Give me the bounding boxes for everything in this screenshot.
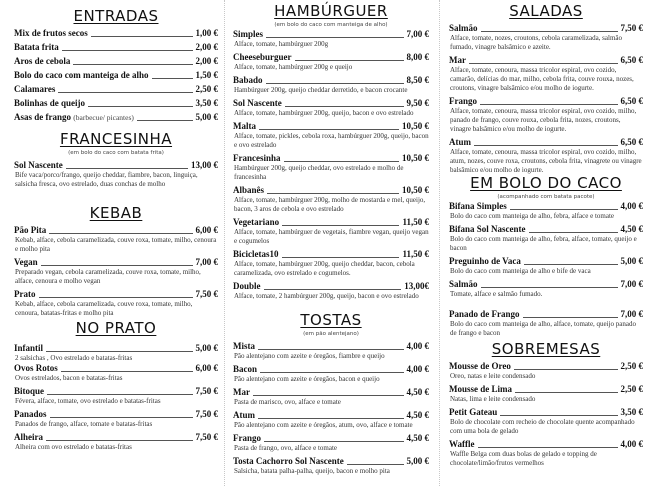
leader-line — [267, 193, 399, 194]
section-title: NO PRATO — [75, 319, 157, 337]
menu-column-right — [449, 0, 643, 486]
item-name: Atum — [449, 137, 471, 147]
item-name: Bifana Simples — [449, 201, 507, 211]
item-description: Févera, alface, tomate, ovo estrelado e batatas-fritas — [15, 397, 161, 405]
section-title: ENTRADAS — [73, 7, 159, 25]
item-name: Bicicletas10 — [233, 249, 279, 259]
item-name: Simples — [233, 29, 264, 39]
item-name: Salmão — [449, 279, 478, 289]
menu-item — [14, 289, 218, 318]
item-description: Alheira com ovo estrelado e batatas-fritas — [15, 443, 132, 451]
menu-item — [233, 249, 429, 278]
item-price: 8,00 € — [406, 52, 429, 62]
item-description: Natas, lima e leite condensado — [450, 395, 536, 403]
section-em-bolo-do-caco — [449, 175, 643, 338]
item-name: Panados — [14, 409, 47, 419]
menu-item — [449, 201, 643, 221]
leader-line — [500, 415, 617, 416]
leader-line — [282, 225, 399, 226]
section-title: SOBREMESAS — [491, 340, 601, 358]
item-price: 13,00€ — [404, 281, 429, 291]
item-description: Alface, tomate, cenoura, massa tricolor espiral, ovo cozido, milho, atum, nozes, couve roxa, croutons, cebola frita, vinagrete ou vinagre balsâmico e/ou molho de iogurte. — [450, 148, 642, 174]
leader-line — [515, 392, 618, 393]
item-price: 2,50 € — [620, 384, 643, 394]
item-description: Bolo do caco com manteiga de alho e bife de vaca — [450, 267, 591, 275]
item-name: Vegan — [14, 257, 38, 267]
section-subtitle: (em pão alentejano) — [303, 331, 359, 337]
item-price: 10,50 € — [402, 185, 429, 195]
item-description: Alface, tomate, cenoura, massa tricolor espiral, ovo cozido, milho, panado de frango, couve rouxa, cebola frita, nozes, croutons, vinagre balsâmico e/ou molho de iogurte. — [450, 107, 637, 133]
item-name: Mousse de Oreo — [449, 361, 511, 371]
item-name: Alheira — [14, 432, 43, 442]
menu-item — [14, 432, 218, 452]
item-description: Alface, tomate, 2 hambúrguer 200g, queijo, bacon e ovo estrelado — [234, 292, 419, 300]
item-price: 3,50 € — [195, 98, 218, 108]
leader-line — [47, 394, 192, 395]
leader-line — [266, 37, 403, 38]
item-description: Bife vaca/porco/frango, queijo cheddar, fiambre, bacon, linguiça, salsicha fresca, ovo estrelado, duas conchas de molho — [15, 171, 198, 188]
leader-line — [481, 31, 618, 32]
item-price: 4,50 € — [620, 224, 643, 234]
menu-item — [233, 281, 429, 301]
menu-item — [14, 343, 218, 363]
menu-item — [14, 160, 218, 189]
leader-line — [264, 441, 404, 442]
menu-item — [233, 153, 429, 182]
leader-line — [91, 36, 193, 37]
item-name: Bitoque — [14, 386, 45, 396]
leader-line — [62, 50, 193, 51]
leader-line — [258, 349, 404, 350]
section-title: KEBAB — [89, 204, 143, 222]
item-name: Frango — [449, 96, 477, 106]
menu-item — [449, 23, 643, 52]
item-name: Bacon — [233, 364, 258, 374]
leader-line — [480, 104, 618, 105]
item-description: Hambúrguer 200g, queijo cheddar derretido, e bacon crocante — [234, 86, 408, 94]
item-name: Mar — [233, 387, 250, 397]
item-price: 2,00 € — [195, 56, 218, 66]
menu-item — [233, 29, 429, 49]
menu-item — [233, 98, 429, 118]
item-price: 10,50 € — [402, 153, 429, 163]
leader-line — [49, 233, 192, 234]
item-name: Frango — [233, 433, 261, 443]
item-name: Vegetariano — [233, 217, 280, 227]
leader-line — [50, 417, 193, 418]
menu-item — [14, 56, 218, 67]
item-price: 6,50 € — [620, 137, 643, 147]
item-name-text: Asas de frango — [14, 112, 72, 122]
item-price: 11,50 € — [402, 217, 429, 227]
item-price: 7,50 € — [195, 432, 218, 442]
section-kebab — [14, 205, 218, 318]
item-description: Alface, tomate, hambúrguer 200g, queijo, bacon e ovo estrelado — [234, 109, 414, 117]
item-name: Salmão — [449, 23, 478, 33]
menu-item — [14, 84, 218, 95]
leader-line — [264, 289, 402, 290]
item-name: Calamares — [14, 84, 56, 94]
leader-line — [258, 418, 404, 419]
item-price: 2,50 € — [620, 361, 643, 371]
menu-item — [14, 98, 218, 109]
menu-item — [14, 225, 218, 254]
menu-item — [449, 361, 643, 381]
menu-item — [233, 217, 429, 246]
item-price: 1,00 € — [195, 28, 218, 38]
item-price: 4,00 € — [406, 364, 429, 374]
leader-line — [524, 264, 618, 265]
leader-line — [514, 369, 618, 370]
item-name: Infantil — [14, 343, 44, 353]
item-name: Albanês — [233, 185, 265, 195]
item-price: 4,00 € — [620, 201, 643, 211]
leader-line — [478, 447, 618, 448]
item-name: Mista — [233, 341, 255, 351]
item-name: Waffle — [449, 439, 475, 449]
item-description: Alface, tomate, hambúrguer 200g e queijo — [234, 63, 353, 71]
menu-item — [233, 387, 429, 407]
menu-column-left — [14, 0, 218, 486]
leader-line — [259, 129, 399, 130]
item-description: Preparado vegan, cebola caramelizada, couve roxa, tomate, milho, alface, cenoura e molho vegan — [15, 268, 201, 285]
item-name: Mousse de Lima — [449, 384, 512, 394]
leader-line — [61, 371, 193, 372]
item-price: 9,50 € — [406, 98, 429, 108]
section-title: HAMBÚRGUER — [274, 2, 388, 20]
menu-item — [449, 384, 643, 404]
item-description: Bolo do caco com manteiga de alho, febra, alface e tomate — [450, 212, 615, 220]
item-price: 5,00 € — [195, 112, 218, 122]
item-price: 5,00 € — [620, 256, 643, 266]
item-name: Sol Nascente — [233, 98, 282, 108]
item-price: 7,00 € — [620, 309, 643, 319]
leader-line — [295, 60, 404, 61]
menu-item — [233, 433, 429, 453]
item-price: 3,50 € — [620, 407, 643, 417]
leader-line — [58, 92, 192, 93]
item-name: Babado — [233, 75, 263, 85]
section-title: SALADAS — [509, 2, 583, 20]
menu-item — [449, 439, 643, 468]
leader-line — [260, 372, 403, 373]
item-name: Bolo do caco com manteiga de alho — [14, 70, 149, 80]
leader-line — [481, 287, 618, 288]
item-description: Pão alentejano com azeite e óregãos, bacon e queijo — [234, 375, 380, 383]
item-price: 6,50 € — [620, 96, 643, 106]
item-name: Ovos Rotos — [14, 363, 58, 373]
item-price: 13,00 € — [191, 160, 218, 170]
menu-item — [449, 256, 643, 276]
item-price: 1,50 € — [195, 70, 218, 80]
item-price: 6,50 € — [620, 55, 643, 65]
leader-line — [88, 106, 192, 107]
item-price: 4,50 € — [406, 410, 429, 420]
item-price: 7,50 € — [195, 409, 218, 419]
section-subtitle: (em bolo do caco com manteiga de alho) — [274, 22, 388, 28]
item-description: Alface, tomate, hambúrguer 200g, molho de mostarda e mel, queijo, bacon, 3 aros de cebola e ovo estrelado — [234, 196, 426, 213]
menu-item — [449, 279, 643, 299]
menu-item — [449, 137, 643, 175]
section-hamburguer — [233, 3, 429, 301]
item-name: Panado de Frango — [449, 309, 520, 319]
menu-item — [449, 309, 643, 338]
item-price: 2,50 € — [195, 84, 218, 94]
leader-line — [73, 64, 192, 65]
menu-item — [233, 456, 429, 476]
menu-item — [233, 75, 429, 95]
item-name: Malta — [233, 121, 256, 131]
item-name: Pão Pita — [14, 225, 47, 235]
item-description: Alface, tomate, nozes, croutons, cebola caramelizada, salmão fumado, vinagre balsâmico e azeite. — [450, 34, 623, 51]
item-price: 7,50 € — [195, 289, 218, 299]
item-price: 7,50 € — [195, 386, 218, 396]
item-note: (barbecue/ picantes) — [73, 113, 134, 122]
menu-item — [14, 42, 218, 53]
menu-item — [233, 185, 429, 214]
column-divider — [439, 0, 440, 486]
item-description: Alface, tomate, hambúrguer de vegetais, fiambre vegan, queijo vegan e cogumelos — [234, 228, 429, 245]
item-name — [14, 112, 134, 123]
item-description: Waffle Belga com duas bolas de gelado e topping de chocolate/limão/frutos vermelhos — [450, 450, 597, 467]
item-description: Kebab, alface, cebola caramelizada, couve roxa, tomate, milho, cenoura e molho pita — [15, 236, 217, 253]
section-subtitle: (em bolo do caco com batata frita) — [68, 150, 164, 156]
leader-line — [529, 232, 618, 233]
menu-item — [233, 410, 429, 430]
item-description: Pão alentejano com azeite e óregãos, fiambre e queijo — [234, 352, 385, 360]
item-name: Tosta Cachorro Sol Nascente — [233, 456, 344, 466]
menu-item — [233, 341, 429, 361]
leader-line — [469, 63, 618, 64]
item-price: 6,00 € — [195, 225, 218, 235]
section-saladas — [449, 3, 643, 175]
leader-line — [152, 78, 193, 79]
item-name: Aros de cebola — [14, 56, 71, 66]
item-name: Double — [233, 281, 261, 291]
item-description: Bolo de chocolate com recheio de chocolate quente acompanhado com uma bola de gelado — [450, 418, 635, 435]
item-description: Pasta de frango, ovo, alface e tomate — [234, 444, 338, 452]
item-description: Alface, tomate, hambúrguer 200g — [234, 40, 329, 48]
item-description: Pasta de marisco, ovo, alface e tomate — [234, 398, 341, 406]
item-description: 2 salsichas , Ovo estrelado e batatas-fritas — [15, 354, 133, 362]
leader-line — [46, 351, 192, 352]
section-subtitle: (acompanhado com batata pacote) — [497, 194, 595, 200]
menu-item — [449, 55, 643, 93]
item-description: Ovos estrelados, bacon e batatas-fritas — [15, 374, 123, 382]
menu-item — [233, 364, 429, 384]
section-title: TOSTAS — [300, 311, 362, 329]
leader-line — [66, 168, 188, 169]
item-price: 7,00 € — [195, 257, 218, 267]
section-sobremesas — [449, 341, 643, 468]
menu-item — [14, 409, 218, 429]
item-name: Mar — [449, 55, 466, 65]
menu-item — [14, 112, 218, 123]
menu-item — [14, 28, 218, 39]
item-name: Batata frita — [14, 42, 59, 52]
item-price: 2,00 € — [195, 42, 218, 52]
menu-item — [233, 52, 429, 72]
section-no-prato — [14, 320, 218, 452]
menu-item — [14, 257, 218, 286]
menu-item — [449, 407, 643, 436]
section-title: EM BOLO DO CACO — [470, 174, 622, 192]
menu-item — [14, 70, 218, 81]
item-name: Bifana Sol Nascente — [449, 224, 526, 234]
leader-line — [253, 395, 404, 396]
item-name: Sol Nascente — [14, 160, 63, 170]
item-description: Alface, tomate, cenoura, massa tricolor espiral, ovo cozido, camarão, delícias do mar, milho, cebola frita, couve rouxa, nozes, croutons, vinagre balsâmico e/ou molho de iogurte. — [450, 66, 634, 92]
item-description: Bolo do caco com manteiga de alho, alface, tomate, queijo panado de frango e bacon — [450, 320, 637, 337]
leader-line — [137, 120, 193, 121]
item-price: 4,50 € — [406, 433, 429, 443]
item-name: Cheeseburguer — [233, 52, 292, 62]
item-price: 4,50 € — [406, 387, 429, 397]
item-price: 7,00 € — [406, 29, 429, 39]
item-name: Preguinho de Vaca — [449, 256, 521, 266]
leader-line — [285, 106, 404, 107]
leader-line — [282, 257, 400, 258]
item-description: Oreo, natas e leite condensado — [450, 372, 536, 380]
menu-item — [233, 121, 429, 150]
item-name: Petit Gateau — [449, 407, 498, 417]
leader-line — [510, 209, 618, 210]
item-name: Prato — [14, 289, 36, 299]
item-description: Hambúrguer 200g, queijo cheddar, ovo estrelado e molho de francesinha — [234, 164, 404, 181]
menu-item — [449, 96, 643, 134]
leader-line — [39, 297, 193, 298]
item-price: 8,50 € — [406, 75, 429, 85]
item-price: 11,50 € — [402, 249, 429, 259]
leader-line — [41, 265, 193, 266]
leader-line — [523, 317, 618, 318]
item-name: Atum — [233, 410, 255, 420]
leader-line — [266, 83, 404, 84]
item-description: Salsicha, batata palha-palha, queijo, bacon e molho pita — [234, 467, 390, 475]
item-price: 7,00 € — [620, 279, 643, 289]
item-name: Francesinha — [233, 153, 281, 163]
item-description: Alface, tomate, hambúrguer 200g, queijo cheddar, bacon, cebola caramelizada, ovo estrelado e cogumelos. — [234, 260, 415, 277]
section-entradas — [14, 8, 218, 123]
section-tostas — [233, 312, 429, 476]
item-description: Pão alentejano com azeite e óregãos, atum, ovo, alface e tomate — [234, 421, 413, 429]
leader-line — [347, 464, 404, 465]
item-name: Bolinhas de queijo — [14, 98, 86, 108]
menu-item — [14, 363, 218, 383]
item-description: Panados de frango, alface, tomate e batatas-fritas — [15, 420, 153, 428]
item-price: 5,00 € — [195, 343, 218, 353]
item-price: 5,00 € — [406, 456, 429, 466]
menu-item — [449, 224, 643, 253]
item-price: 7,50 € — [620, 23, 643, 33]
item-description: Alface, tomate, pickles, cebola roxa, hambúrguer 200g, queijo, bacon e ovo estrelado — [234, 132, 429, 149]
menu-item — [14, 386, 218, 406]
item-price: 4,00 € — [406, 341, 429, 351]
section-title: FRANCESINHA — [59, 130, 173, 148]
leader-line — [46, 440, 193, 441]
item-price: 10,50 € — [402, 121, 429, 131]
item-description: Tomate, alface e salmão fumado. — [450, 290, 543, 298]
leader-line — [284, 161, 399, 162]
item-price: 4,00 € — [620, 439, 643, 449]
leader-line — [474, 145, 618, 146]
menu-column-middle — [233, 0, 429, 486]
item-name: Mix de frutos secos — [14, 28, 88, 38]
item-description: Bolo do caco com manteiga de alho, febra, alface, tomate, queijo e bacon — [450, 235, 637, 252]
item-description: Kebab, alface, cebola caramelizada, couve roxa, tomate, milho, cenoura, batatas-fritas e molho pita — [15, 300, 193, 317]
section-francesinha — [14, 131, 218, 189]
item-price: 6,00 € — [195, 363, 218, 373]
column-divider — [224, 0, 225, 486]
